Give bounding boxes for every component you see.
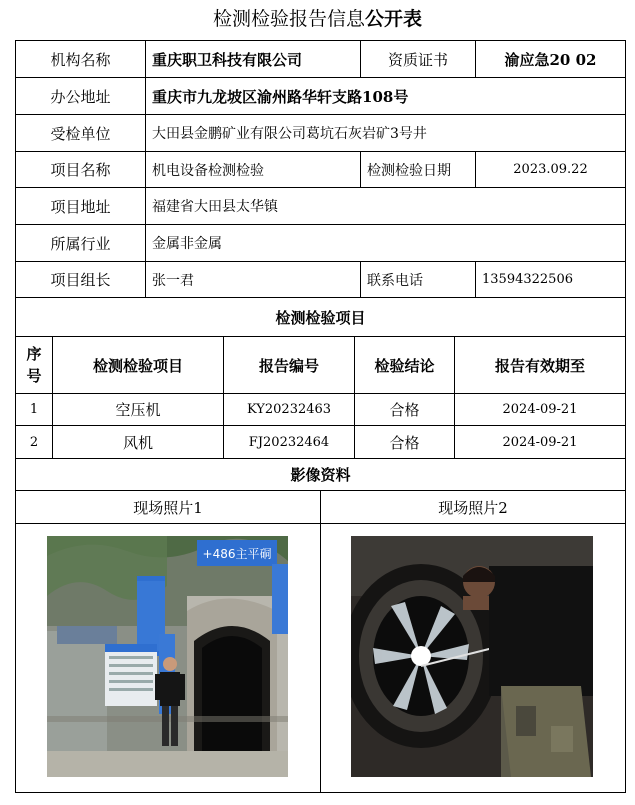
sign-text: +486主平硐 (202, 547, 272, 561)
photo1-label: 现场照片1 (15, 490, 321, 524)
phone-value: 13594322506 (475, 261, 626, 298)
page-title: 检测检验报告信息公开表 (212, 8, 423, 30)
items-header-valid: 报告有效期至 (454, 336, 626, 394)
fan-inspection-image (351, 536, 593, 777)
items-header-item: 检测检验项目 (52, 336, 224, 394)
items-header-conclusion: 检验结论 (354, 336, 455, 394)
table-row-valid: 2024-09-21 (454, 393, 626, 426)
tunnel-entrance-image (47, 536, 288, 777)
date-label: 检测检验日期 (360, 151, 476, 188)
table-row-item: 风机 (52, 425, 224, 459)
unit-label: 受检单位 (15, 114, 146, 152)
table-row-report: FJ20232464 (223, 425, 355, 459)
industry-value: 金属非金属 (145, 224, 626, 262)
org-label: 机构名称 (15, 40, 146, 78)
table-row-no: 2 (15, 425, 53, 459)
cert-label: 资质证书 (360, 40, 476, 78)
unit-value: 大田县金鹏矿业有限公司葛坑石灰岩矿3号井 (145, 114, 626, 152)
items-header-no: 序号 (15, 336, 53, 394)
date-value: 2023.09.22 (475, 151, 626, 188)
proj-label: 项目名称 (15, 151, 146, 188)
table-row-conclusion: 合格 (354, 425, 455, 459)
site-value: 福建省大田县太华镇 (145, 187, 626, 225)
phone-label: 联系电话 (360, 261, 476, 298)
site-photo-2 (351, 536, 593, 777)
proj-value: 机电设备检测检验 (145, 151, 361, 188)
org-value: 重庆职卫科技有限公司 (145, 40, 361, 78)
leader-label: 项目组长 (15, 261, 146, 298)
images-section-title: 影像资料 (15, 458, 626, 491)
table-row-report: KY20232463 (223, 393, 355, 426)
table-row-no: 1 (15, 393, 53, 426)
table-row-item: 空压机 (52, 393, 224, 426)
leader-value: 张一君 (145, 261, 361, 298)
items-section-title: 检测检验项目 (15, 297, 626, 337)
addr-label: 办公地址 (15, 77, 146, 115)
table-row-valid: 2024-09-21 (454, 425, 626, 459)
table-row-conclusion: 合格 (354, 393, 455, 426)
photo2-label: 现场照片2 (320, 490, 626, 524)
industry-label: 所属行业 (15, 224, 146, 262)
items-header-report: 报告编号 (223, 336, 355, 394)
site-photo-1 (47, 536, 288, 777)
cert-value: 渝应急20 02 (475, 40, 626, 78)
addr-value: 重庆市九龙坡区渝州路华轩支路108号 (145, 77, 626, 115)
site-label: 项目地址 (15, 187, 146, 225)
